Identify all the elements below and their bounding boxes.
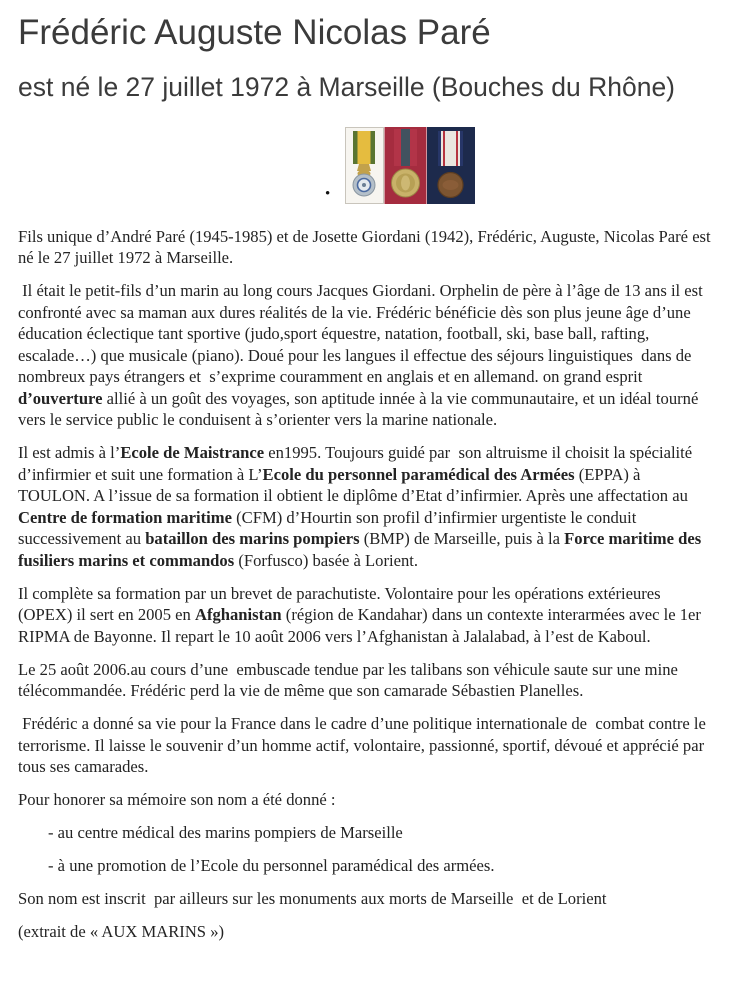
paragraph-monuments <box>18 888 715 910</box>
text-run: Frédéric a donné sa vie pour la France dans le cadre d’une politique internationale de combat contre le terrorisme. Il laisse le souvenir d’un homme actif, volontaire, passionné, sportif, dévoué et apprécié par tous ses camarades. <box>18 714 711 776</box>
paragraph-source <box>18 921 715 943</box>
ribbon-stripe <box>443 131 445 166</box>
page-subtitle: est né le 27 juillet 1972 à Marseille (Bouches du Rhône) <box>18 72 676 102</box>
text-run: en1995. Toujours guidé par son altruisme il choisit la spécialité d’infirmier et suit une formation à L’ <box>18 443 697 484</box>
text-run: Fils unique d’André Paré (1945-1985) et de Josette Giordani (1942), Frédéric, Auguste, Nicolas Paré est né le 27 juillet 1972 à Marseille. <box>18 226 715 267</box>
clasp <box>357 164 371 171</box>
list-bullet-icon: • <box>325 185 331 202</box>
text-run: (extrait de « AUX MARINS ») <box>18 922 225 941</box>
ribbon-edge <box>371 131 376 164</box>
text-run: (CFM) d’Hourtin son profil d’infirmier urgentiste le conduit successivement au <box>18 507 641 548</box>
ribbon <box>438 131 463 166</box>
text-run: Pour honorer sa mémoire son nom a été donné : <box>18 790 336 809</box>
text-run: Il est admis à l’ <box>18 443 121 462</box>
medal-defense-nationale-icon <box>385 127 427 204</box>
medals-photo <box>345 127 475 204</box>
text-run-bold: Force maritime des fusiliers marins et commandos <box>18 529 706 570</box>
paragraph-tribute <box>18 713 715 778</box>
ribbon-edge <box>438 131 441 166</box>
paragraph-birth <box>18 226 715 269</box>
ribbon-center <box>401 129 410 166</box>
text-run-bold: Afghanistan <box>194 605 282 624</box>
medal-figure <box>443 180 459 190</box>
paragraph-childhood <box>18 280 715 431</box>
text-run: - à une promotion de l’Ecole du personnel paramédical des armées. <box>48 856 495 875</box>
medal-commemorative-icon <box>427 127 475 204</box>
medals-list-item <box>325 127 715 204</box>
medal-militaire-icon <box>346 127 384 203</box>
text-run-bold: Centre de formation maritime <box>18 507 232 527</box>
text-run: (Forfusco) basée à Lorient. <box>234 550 419 570</box>
article-body <box>18 226 715 943</box>
ribbon-edge <box>460 131 463 166</box>
text-run: allié à un goût des voyages, son aptitude innée à la vie communautaire, et un idéal tourné vers le service public le conduisent à s’orienter vers la marine nationale. <box>18 388 703 429</box>
text-run: Son nom est inscrit par ailleurs sur les monuments aux morts de Marseille et de Lorient <box>18 889 607 908</box>
text-run: - au centre médical des marins pompiers de Marseille <box>48 823 403 842</box>
text-run-bold: Ecole de Maistrance <box>120 443 265 462</box>
text-run: (BMP) de Marseille, puis à la <box>359 529 565 548</box>
text-run: Il était le petit-fils d’un marin au long cours Jacques Giordani. Orphelin de père à l’âge de 13 ans il est confronté avec sa maman aux dures réalités de la vie. Frédéric bénéficie dès son plus jeune âge d’une éducation éclectique tant sportive (judo,sport équestre, natation, football, ski, base ball, rafting, escalade…) que musicale (piano). Doué pour les langues il effectue des séjours linguistiques dans de nombreux pays étrangers et s’exprime couramment en anglais et en allemand. on grand esprit <box>18 281 707 386</box>
honor-item-promotion <box>18 855 715 877</box>
text-run: (région de Kandahar) dans un contexte interarmées avec le 1er RIPMA de Bayonne. Il repart le 10 août 2006 vers l’Afghanistan à Jalalabad, à l’est de Kaboul. <box>18 605 706 646</box>
medal-figure <box>401 175 410 190</box>
paragraph-honor-intro <box>18 789 715 811</box>
paragraph-death <box>18 659 715 702</box>
paragraph-afghanistan <box>18 583 715 648</box>
page-title: Frédéric Auguste Nicolas Paré <box>18 13 491 52</box>
text-run: Le 25 août 2006.au cours d’une embuscade tendue par les talibans son véhicule saute sur une mine télécommandée. Frédéric perd la vie de même que son camarade Sébastien Planelles. <box>18 659 683 700</box>
honor-item-medical-center <box>18 822 715 844</box>
text-run-bold: Ecole du personnel paramédical des Armées <box>262 464 575 484</box>
text-run-bold: d’ouverture <box>18 388 103 408</box>
text-run: (EPPA) à TOULON. A l’issue de sa formation il obtient le diplôme d’Etat d’infirmier. Après une affectation au <box>18 464 693 505</box>
ribbon-edge <box>353 131 358 164</box>
ribbon-stripe <box>456 131 458 166</box>
text-run-bold: bataillon des marins pompiers <box>145 529 360 548</box>
paragraph-career <box>18 442 715 571</box>
medal-dot <box>362 183 366 187</box>
text-run: Il complète sa formation par un brevet de parachutiste. Volontaire pour les opérations extérieures (OPEX) il sert en 2005 en <box>18 583 665 624</box>
